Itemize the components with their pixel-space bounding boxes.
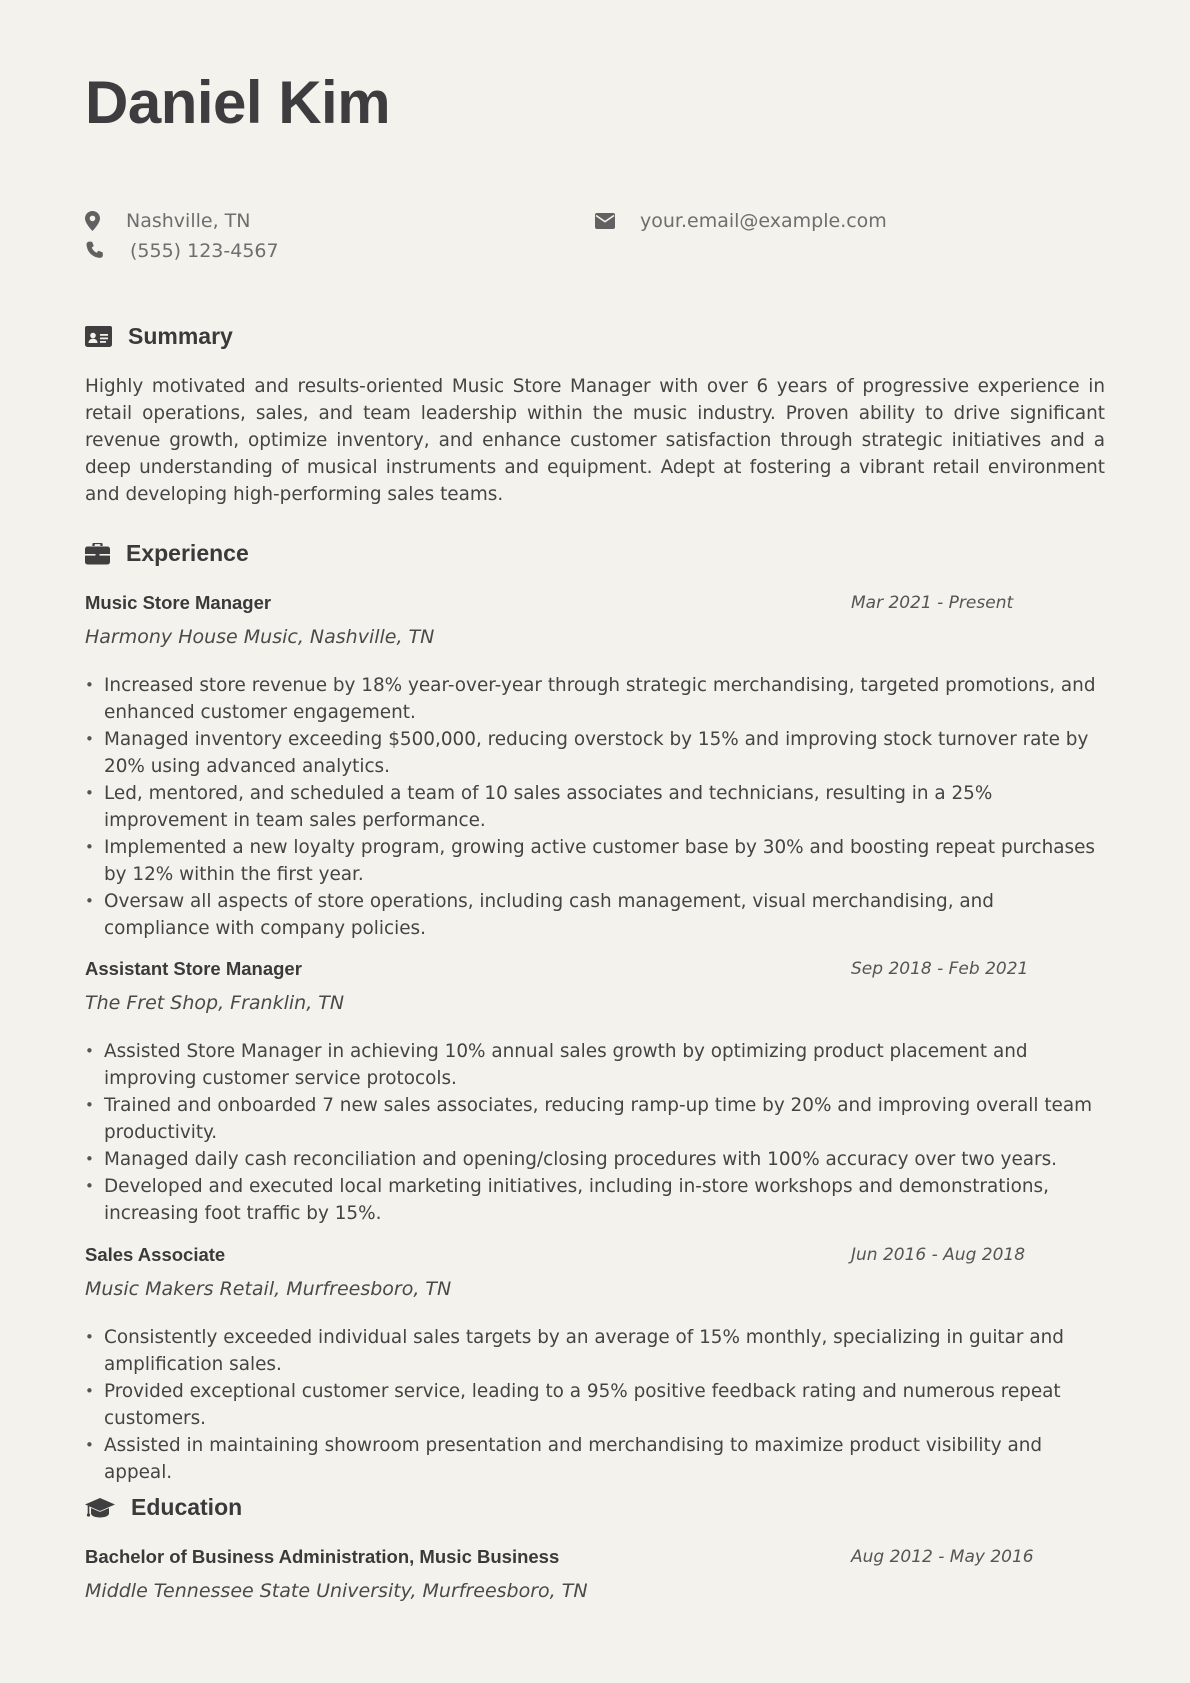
- list-item: • Managed daily cash reconciliation and opening/closing procedures with 100% accuracy over two years.: [85, 1146, 1105, 1173]
- list-item: • Assisted Store Manager in achieving 10% annual sales growth by optimizing product placement and improving customer service protocols.: [85, 1038, 1105, 1092]
- education-date: Aug 2012 - May 2016: [851, 1547, 1034, 1567]
- briefcase-icon: [85, 543, 110, 565]
- list-item: • Assisted in maintaining showroom presentation and merchandising to maximize product visibility and appeal.: [85, 1432, 1105, 1486]
- list-item: • Provided exceptional customer service, leading to a 95% positive feedback rating and numerous repeat customers.: [85, 1378, 1105, 1432]
- envelope-icon: [595, 213, 615, 229]
- candidate-name: Daniel Kim: [85, 69, 391, 136]
- job-title: Music Store Manager: [85, 592, 272, 613]
- email-text[interactable]: your.email@example.com: [640, 210, 887, 232]
- job-date: Jun 2016 - Aug 2018: [851, 1245, 1026, 1265]
- contact-location: [85, 210, 250, 232]
- contact-email: [595, 210, 887, 232]
- education-title: Education: [131, 1494, 243, 1520]
- list-item: • Implemented a new loyalty program, growing active customer base by 30% and boosting repeat purchases by 12% within the first year.: [85, 834, 1105, 888]
- job-bullets: [85, 1324, 1105, 1486]
- job-company: Music Makers Retail, Murfreesboro, TN: [85, 1278, 452, 1300]
- graduation-cap-icon: [85, 1497, 115, 1519]
- degree-title: Bachelor of Business Administration, Music Business: [85, 1546, 560, 1567]
- map-marker-icon: [85, 211, 100, 231]
- list-item: • Increased store revenue by 18% year-over-year through strategic merchandising, targeted promotions, and enhanced customer engagement.: [85, 672, 1105, 726]
- job-bullets: [85, 1038, 1105, 1227]
- job-company: The Fret Shop, Franklin, TN: [85, 992, 345, 1014]
- education-heading: [85, 1494, 242, 1521]
- list-item: • Developed and executed local marketing initiatives, including in-store workshops and demonstrations, increasing foot traffic by 15%.: [85, 1173, 1105, 1227]
- list-item: • Consistently exceeded individual sales targets by an average of 15% monthly, specializing in guitar and amplification sales.: [85, 1324, 1105, 1378]
- location-text: Nashville, TN: [126, 210, 251, 232]
- summary-heading: [85, 323, 233, 350]
- phone-icon: [85, 241, 105, 261]
- summary-text: Highly motivated and results-oriented Music Store Manager with over 6 years of progressive experience in retail operations, sales, and team leadership within the music industry. Proven ability to drive significant revenue growth, optimize inventory, and enhance customer satisfaction through strategic initiatives and a deep understanding of musical instruments and equipment. Adept at fostering a vibrant retail environment and developing high-performing sales teams.: [85, 376, 1105, 505]
- experience-title: Experience: [126, 540, 249, 566]
- job-company: Harmony House Music, Nashville, TN: [85, 626, 435, 648]
- list-item: • Managed inventory exceeding $500,000, reducing overstock by 15% and improving stock turnover rate by 20% using advanced analytics.: [85, 726, 1105, 780]
- school-name: Middle Tennessee State University, Murfreesboro, TN: [85, 1580, 588, 1602]
- list-item: • Led, mentored, and scheduled a team of 10 sales associates and technicians, resulting in a 25% improvement in team sales performance.: [85, 780, 1105, 834]
- job-date: Sep 2018 - Feb 2021: [851, 959, 1029, 979]
- job-title: Sales Associate: [85, 1244, 226, 1265]
- experience-heading: [85, 540, 249, 567]
- list-item: • Trained and onboarded 7 new sales associates, reducing ramp-up time by 20% and improving overall team productivity.: [85, 1092, 1105, 1146]
- summary-title: Summary: [128, 323, 233, 349]
- phone-text: (555) 123-4567: [130, 240, 279, 262]
- job-title: Assistant Store Manager: [85, 958, 302, 979]
- id-card-icon: [85, 326, 112, 347]
- list-item: • Oversaw all aspects of store operations, including cash management, visual merchandising, and compliance with company policies.: [85, 888, 1105, 942]
- contact-phone: [85, 240, 279, 262]
- job-date: Mar 2021 - Present: [851, 593, 1014, 613]
- job-bullets: [85, 672, 1105, 942]
